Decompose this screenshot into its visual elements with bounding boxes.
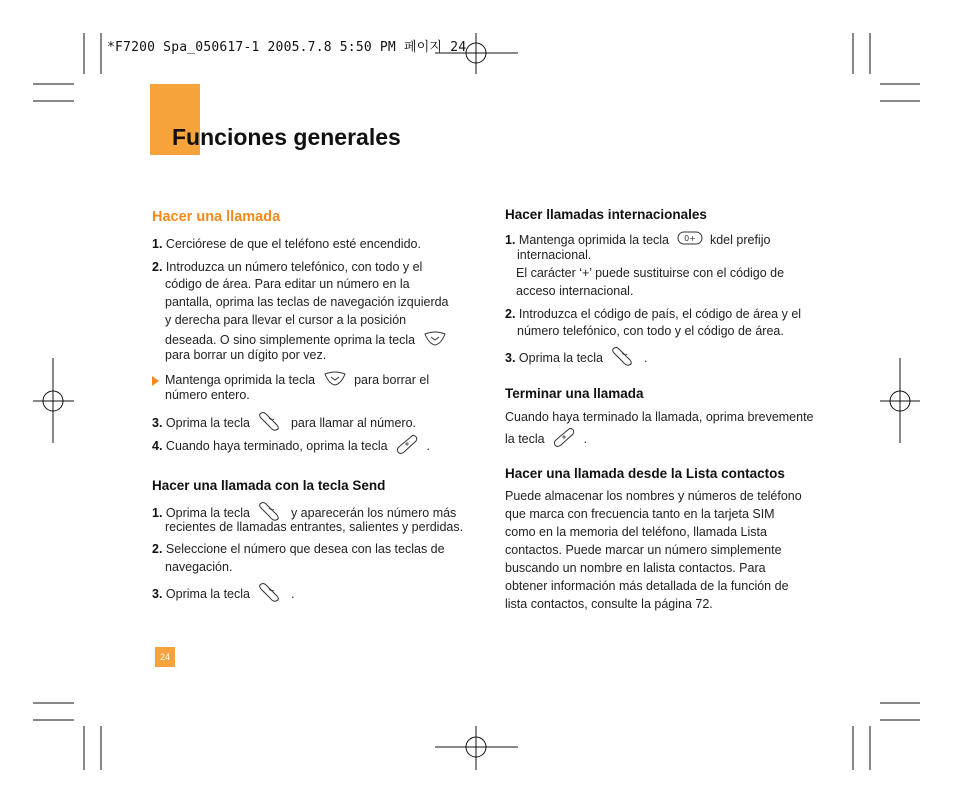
step-1 xyxy=(152,236,421,254)
page-number-badge: 24 xyxy=(155,647,175,667)
contactos-line: como en la memoria del teléfono, llamada Lista xyxy=(505,525,767,539)
intl-step-1-line-3: El carácter ‘+’ puede sustituirse con el código de xyxy=(516,266,785,280)
step-text: . xyxy=(426,439,431,454)
bullet-text: Mantenga oprimida la tecla xyxy=(165,373,316,388)
step-text: para llamar al número. xyxy=(290,416,417,431)
intl-step-2-line-2: número telefónico, con todo y el código de área. xyxy=(517,324,784,338)
bullet-note-line-2: número entero. xyxy=(165,388,250,402)
step-2-line-2: código de área. Para editar un número en la xyxy=(165,277,410,291)
svg-text:0+: 0+ xyxy=(683,234,696,243)
step-text: Oprima la tecla xyxy=(165,587,250,602)
send-key-icon xyxy=(257,581,283,609)
step-text: Seleccione el número que desea con las teclas de xyxy=(165,542,445,556)
section-heading-send-key: Hacer una llamada con la tecla Send xyxy=(152,478,386,493)
section-heading-internacionales: Hacer llamadas internacionales xyxy=(505,207,707,222)
clear-key-icon xyxy=(423,330,447,352)
terminar-text: . xyxy=(583,432,588,447)
contactos-line: Puede almacenar los nombres y números de teléfono xyxy=(505,489,802,503)
terminar-text: la tecla xyxy=(505,432,545,447)
section-heading-hacer-llamada: Hacer una llamada xyxy=(152,209,281,225)
step-text: Introduzca un número telefónico, con todo y el xyxy=(165,260,423,274)
contactos-line: buscando un nombre en lalista contactos. Para xyxy=(505,561,766,575)
contactos-line: lista contactos, consulte la página 72. xyxy=(505,597,713,611)
step-2-line-4: y derecha para llevar el cursor a la posición xyxy=(165,313,407,327)
send-step-1-line-2: recientes de llamadas entrantes, salientes y perdidas. xyxy=(165,520,464,534)
section-heading-lista-contactos: Hacer una llamada desde la Lista contactos xyxy=(505,466,785,481)
step-text: Oprima la tecla xyxy=(165,416,250,431)
end-key-icon xyxy=(552,426,576,454)
step-number: 2. xyxy=(152,260,163,274)
step-text: . xyxy=(643,351,648,366)
step-2 xyxy=(152,259,422,277)
step-text: Mantenga oprimida la tecla xyxy=(518,233,670,248)
contactos-line: que marca con frecuencia tanto en la tarjeta SIM xyxy=(505,507,775,521)
step-number: 2. xyxy=(152,542,163,556)
bullet-arrow-icon xyxy=(152,376,159,386)
send-step-2-line-2: navegación. xyxy=(165,560,233,574)
contactos-line: obtener información más detallada de la función de xyxy=(505,579,789,593)
bullet-text: para borrar el xyxy=(354,373,430,388)
intl-step-2 xyxy=(505,306,801,324)
step-number: 1. xyxy=(505,233,516,248)
intl-step-3 xyxy=(505,345,647,373)
end-key-icon xyxy=(395,433,419,461)
intl-step-1-line-4: acceso internacional. xyxy=(516,284,634,298)
clear-key-icon xyxy=(323,370,347,392)
print-slug-header: *F7200 Spa_050617-1 2005.7.8 5:50 PM 페이지 24 xyxy=(107,40,467,55)
step-2-line-6: para borrar un dígito por vez. xyxy=(165,348,327,362)
step-number: 3. xyxy=(152,587,163,602)
section-heading-terminar: Terminar una llamada xyxy=(505,386,644,401)
step-text: y aparecerán los número más xyxy=(290,506,457,521)
step-text: kdel prefijo xyxy=(709,233,771,248)
step-number: 3. xyxy=(505,351,516,366)
intl-step-1-line-2: internacional. xyxy=(517,248,592,262)
page-title: Funciones generales xyxy=(172,124,401,150)
send-step-3 xyxy=(152,581,294,609)
step-text: Cerciórese de que el teléfono esté encendido. xyxy=(165,237,421,251)
send-step-2 xyxy=(152,541,445,559)
step-text: deseada. O sino simplemente oprima la tecla xyxy=(165,333,416,348)
step-number: 1. xyxy=(152,506,163,521)
step-text: Oprima la tecla xyxy=(165,506,250,521)
step-text: Cuando haya terminado, oprima la tecla xyxy=(165,439,388,454)
step-number: 1. xyxy=(152,237,163,251)
step-4 xyxy=(152,433,430,461)
zero-plus-key-icon xyxy=(677,230,703,252)
send-key-icon xyxy=(610,345,636,373)
contactos-line: contactos. Puede marcar un número simplemente xyxy=(505,543,782,557)
step-text: . xyxy=(290,587,295,602)
step-number: 2. xyxy=(505,307,516,321)
step-2-line-3: pantalla, oprima las teclas de navegación izquierda xyxy=(165,295,449,309)
terminar-line-1: Cuando haya terminado la llamada, oprima brevemente xyxy=(505,410,814,424)
terminar-line-2 xyxy=(505,426,587,454)
step-text: Introduzca el código de país, el código de área y el xyxy=(518,307,802,321)
step-number: 4. xyxy=(152,439,163,454)
step-number: 3. xyxy=(152,416,163,431)
step-text: Oprima la tecla xyxy=(518,351,603,366)
